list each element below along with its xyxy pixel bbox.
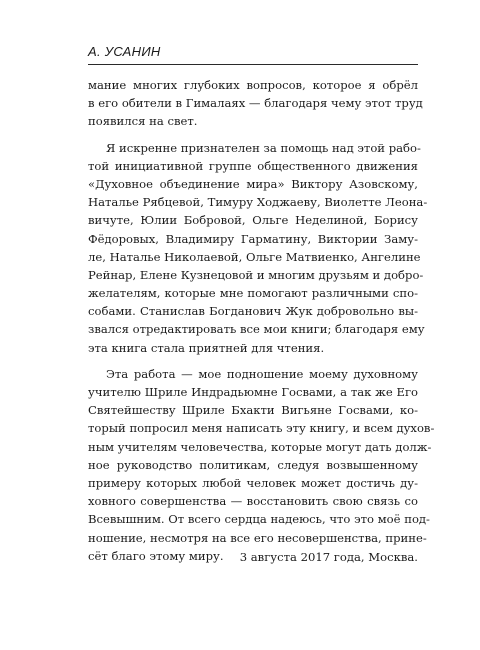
paragraph (88, 76, 423, 131)
header-rule (88, 64, 418, 65)
text-line: ле, Наталье Николаевой, Ольге Матвиенко, Ангелине (88, 249, 421, 264)
body-text (88, 76, 435, 573)
text-line: учителю Шриле Индрадьюмне Госвами, а так же Его (88, 385, 418, 399)
text-line: вичуте, Юлии Бобровой, Ольге Неделиной, Борису (88, 213, 418, 228)
text-line: Эта работа — мое подношение моему духовному (106, 366, 418, 381)
text-line: собами. Станислав Богданович Жук добровольно вы- (88, 304, 418, 319)
text-line: Рейнар, Елене Кузнецовой и многим друзьям и добро- (88, 267, 424, 282)
running-head-author: А. УСАНИН (88, 44, 161, 59)
text-line: желателям, которые мне помогают различными спо- (88, 286, 418, 301)
text-line: ховного совершенства — восстановить свою связь со (88, 494, 418, 509)
date-place-line: 3 августа 2017 года, Москва. (239, 550, 418, 564)
text-line: сёт благо этому миру. (88, 548, 224, 563)
text-line: Фёдоровых, Владимиру Гарматину, Виктории Заму- (88, 231, 418, 246)
text-line: ным учителям человечества, которые могут дать долж- (88, 439, 432, 454)
text-line: той инициативной группе общественного движения (88, 158, 418, 173)
text-line: Святейшеству Шриле Бхакти Вигьяне Госвами, ко- (88, 403, 418, 418)
text-line: Я искренне признателен за помощь над этой рабо- (106, 140, 421, 155)
paragraph (88, 365, 435, 565)
text-line: ношение, несмотря на все его несовершенства, прине- (88, 530, 427, 545)
text-line: звался отредактировать все мои книги; благодаря ему (88, 322, 425, 337)
text-line: торый попросил меня написать эту книгу, и всем духов- (88, 421, 435, 436)
text-line: мание многих глубоких вопросов, которое я обрёл (88, 78, 418, 92)
paragraph (88, 139, 428, 357)
text-line: появился на свет. (88, 114, 198, 129)
text-line: Всевышним. От всего сердца надеюсь, что это моё под- (88, 512, 430, 527)
text-line: эта книга стала приятней для чтения. (88, 340, 325, 355)
text-line: в его обители в Гималаях — благодаря чему этот труд (88, 96, 423, 111)
text-line: Наталье Рябцевой, Тимуру Ходжаеву, Виолетте Леона- (88, 195, 428, 210)
text-line: «Духовное объединение мира» Виктору Азовскому, (88, 176, 418, 191)
text-line: ное руководство политикам, следуя возвышенному (88, 457, 418, 472)
text-line: примеру которых любой человек может достичь ду- (88, 475, 418, 490)
